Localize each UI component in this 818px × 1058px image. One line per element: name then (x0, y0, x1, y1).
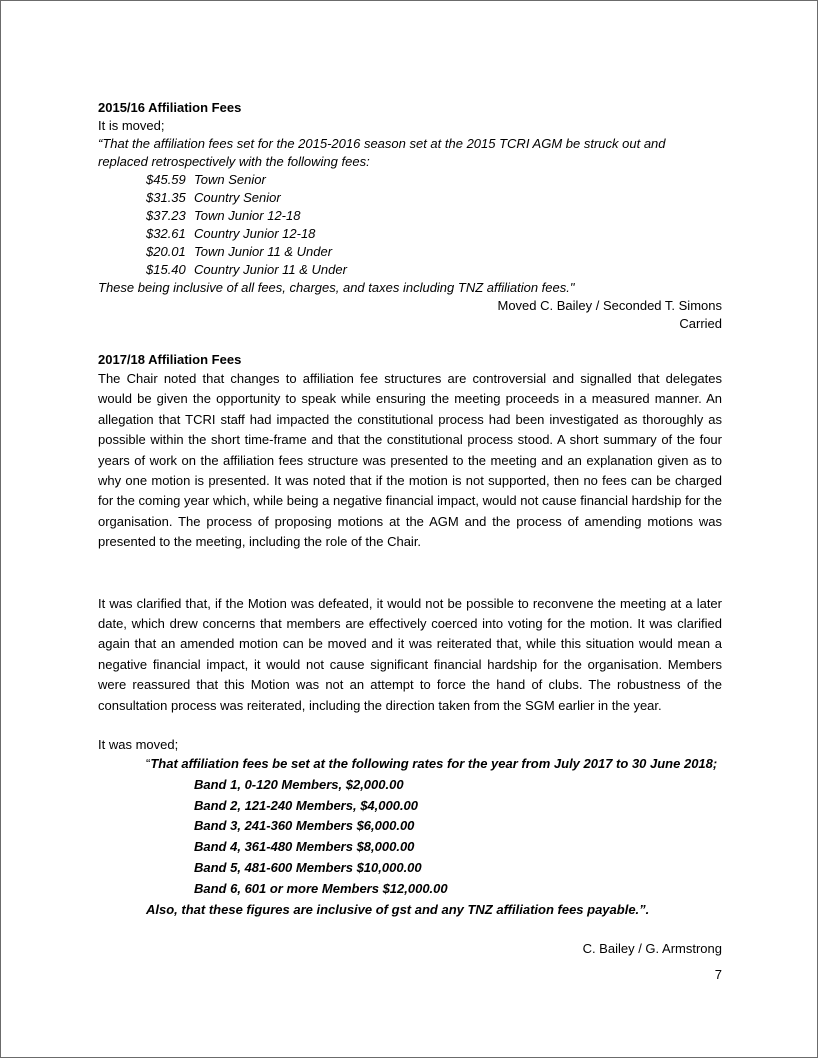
page-content (98, 99, 722, 984)
spacer (98, 553, 722, 594)
fee-label: Country Junior 11 & Under (194, 262, 347, 277)
spacer (98, 333, 722, 351)
band-list (98, 775, 722, 900)
fee-item (146, 243, 722, 261)
fee-label: Town Junior 12-18 (194, 208, 301, 223)
spacer (98, 716, 722, 736)
section-heading-2015-16: 2015/16 Affiliation Fees (98, 100, 242, 115)
fee-item (146, 189, 722, 207)
fee-amount: $20.01 (146, 244, 186, 259)
motion-result: Carried (679, 316, 722, 331)
fee-item (146, 261, 722, 279)
fee-label: Town Junior 11 & Under (194, 244, 333, 259)
band-item: Band 4, 361-480 Members $8,000.00 (194, 839, 415, 855)
mover-seconder: C. Bailey / G. Armstrong (582, 941, 722, 957)
fee-amount: $32.61 (146, 226, 186, 241)
motion-close: Also, that these figures are inclusive of gst and any TNZ affiliation fees payable.”. (146, 901, 650, 917)
band-item: Band 3, 241-360 Members $6,000.00 (194, 818, 415, 834)
discussion-paragraph-1: The Chair noted that changes to affiliation fee structures are controversial and signalled that delegates would be given the opportunity to speak while ensuring the meeting proceeds in a measured manner. An allegation that TCRI staff had impacted the constitutional process had been investigated as thoroughly as possible within the short time-frame and that the constitutional process stood. A short summary of the four years of work on the affiliation fees structure was presented to the meeting and an explanation given as to why one motion is presented. It was noted that if the motion is not supported, then no fees can be charged for the coming year which, while being a negative financial impact, would not cause financial hardship for the organisation. The process of proposing motions at the AGM and the process of amending motions was presented to the meeting, including the role of the Chair. (98, 371, 722, 550)
fee-item (146, 225, 722, 243)
fee-item (146, 171, 722, 189)
moved-intro: It is moved; (98, 118, 165, 133)
motion-lead (146, 754, 722, 775)
motion-closing-line: These being inclusive of all fees, charges, and taxes including TNZ affiliation fees." (98, 280, 575, 295)
spacer (98, 920, 722, 940)
band-item: Band 1, 0-120 Members, $2,000.00 (194, 776, 404, 792)
moved-intro: It was moved; (98, 737, 179, 753)
section-heading-2017-18: 2017/18 Affiliation Fees (98, 352, 242, 367)
discussion-paragraph-2: It was clarified that, if the Motion was defeated, it would not be possible to reconvene the meeting at a later date, which drew concerns that members are effectively coerced into voting for the motion. It was clarified again that an amended motion can be moved and it was reiterated that, while this situation would mean a negative financial impact, it would not cause significant financial hardship for the organisation. Members were reassured that this Motion was not an attempt to force the hand of clubs. The robustness of the consultation process was reiterated, including the direction taken from the SGM earlier in the year. (98, 595, 722, 713)
motion-lead-text: That affiliation fees be set at the following rates for the year from July 2017 to 30 June 2018; (150, 756, 718, 772)
fee-amount: $37.23 (146, 208, 186, 223)
band-item: Band 6, 601 or more Members $12,000.00 (194, 880, 448, 896)
fee-amount: $15.40 (146, 262, 186, 277)
fee-label: Country Senior (194, 190, 281, 205)
band-item: Band 2, 121-240 Members, $4,000.00 (194, 797, 419, 813)
motion-text-line-1: “That the affiliation fees set for the 2015-2016 season set at the 2015 TCRI AGM be struck out and (98, 136, 666, 151)
fee-amount: $45.59 (146, 172, 186, 187)
fee-list (98, 171, 722, 279)
fee-label: Town Senior (194, 172, 266, 187)
spacer (98, 958, 722, 966)
motion-text-line-2: replaced retrospectively with the following fees: (98, 154, 370, 169)
fee-item (146, 207, 722, 225)
band-item: Band 5, 481-600 Members $10,000.00 (194, 860, 422, 876)
fee-amount: $31.35 (146, 190, 186, 205)
page-number: 7 (714, 967, 722, 983)
mover-seconder: Moved C. Bailey / Seconded T. Simons (497, 298, 722, 313)
open-quote: “ (146, 756, 151, 772)
fee-label: Country Junior 12-18 (194, 226, 316, 241)
